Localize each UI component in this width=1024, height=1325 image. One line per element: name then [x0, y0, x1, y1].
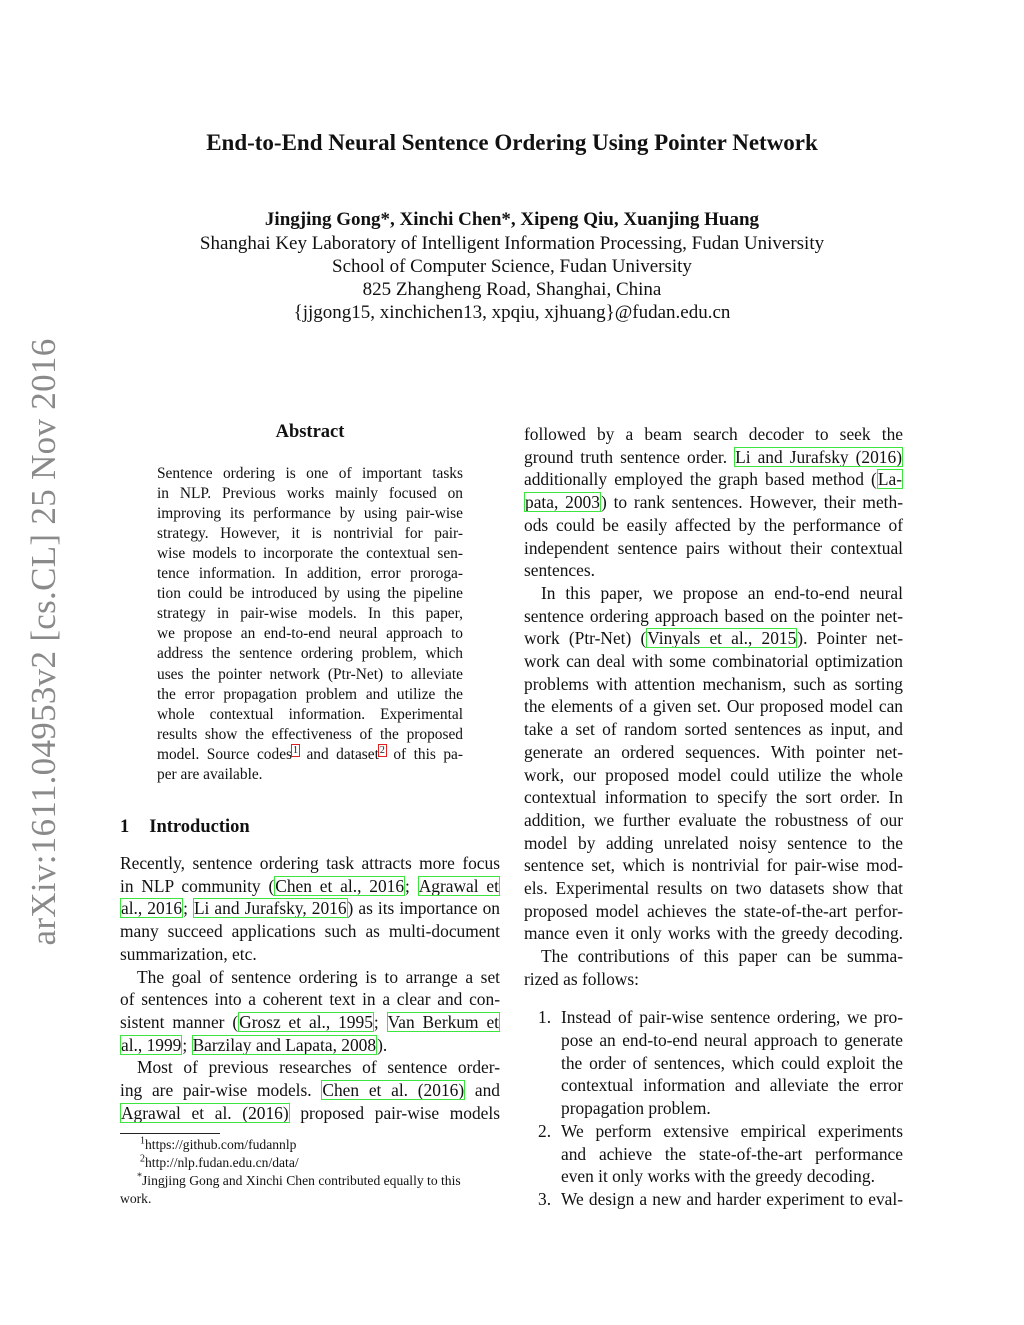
text-run: contextual information to specify the sort order. In: [524, 787, 903, 808]
text-line: [157, 464, 463, 484]
text-run: the order of sentences, which could exploit the: [561, 1052, 903, 1073]
text-run: addition, we further evaluate the robustness of our: [524, 809, 903, 830]
citation-link[interactable]: Agrawal et al. (2016): [121, 1102, 289, 1123]
citation-link[interactable]: Van Berkum et: [387, 1011, 499, 1032]
text-line: [137, 1056, 500, 1078]
text-line: [541, 582, 903, 604]
text-line: [157, 705, 463, 725]
text-line: [561, 1052, 903, 1074]
text-run: ods could be easily affected by the performance of: [524, 514, 903, 535]
text-run: followed by a beam search decoder to seek the: [524, 424, 903, 444]
text-run: sentences.: [524, 560, 595, 581]
text-line: [524, 718, 903, 740]
text-run: even it only works with the greedy decoding.: [561, 1166, 875, 1187]
section-title: Introduction: [149, 817, 250, 837]
text-line: [524, 900, 903, 922]
citation-link[interactable]: Li and Jurafsky, 2016: [193, 898, 347, 919]
text-run: improving its performance by using pair-wise: [157, 505, 463, 523]
list-number: 2.: [538, 1120, 552, 1141]
text-line: [120, 1079, 500, 1101]
affiliation-line: Shanghai Key Laboratory of Intelligent Information Processing, Fudan University: [199, 233, 825, 254]
text-line: [561, 1165, 903, 1187]
affiliation-line: 825 Zhangheng Road, Shanghai, China: [362, 279, 662, 300]
text-line: [524, 741, 903, 763]
text-run: ing are pair-wise models.: [120, 1080, 322, 1100]
text-line: [137, 966, 500, 988]
citation-link[interactable]: La-: [877, 469, 902, 490]
text-line: [524, 468, 903, 490]
text-run: results show the effectiveness of the proposed: [157, 725, 463, 743]
text-line: [120, 1034, 500, 1056]
citation-link[interactable]: al., 2016: [121, 898, 183, 919]
text-run: We design a new and harder experiment to eval-: [561, 1189, 903, 1209]
text-line: [157, 725, 463, 745]
email-line: {jjgong15, xinchichen13, xpqiu, xjhuang}@fudan.edu.cn: [293, 302, 731, 323]
text-run: els. Experimental results on two datasets show that: [524, 878, 903, 898]
citation-link[interactable]: Chen et al., 2016: [275, 875, 405, 896]
text-line: [157, 604, 463, 624]
text-run: The goal of sentence ordering is to arrange a set: [137, 966, 500, 987]
text-line: [120, 875, 500, 897]
text-run: strategy. However, it is nontrivial for pair-: [157, 525, 463, 543]
text-run: the error propagation problem and utilize the: [157, 685, 463, 703]
text-run: mance even it only works with the greedy decoding.: [524, 923, 903, 944]
text-line: [561, 1188, 903, 1210]
section-number: 1: [120, 817, 130, 837]
citation-link[interactable]: Li and Jurafsky (2016): [735, 446, 902, 467]
abstract-heading: Abstract: [275, 422, 345, 442]
text-run: Instead of pair-wise sentence ordering, we pro-: [561, 1007, 903, 1027]
text-run: per are available.: [157, 765, 263, 783]
text-line: [561, 1029, 903, 1051]
footnote-mark: *: [137, 1171, 142, 1183]
text-line: [524, 514, 903, 536]
text-run: contextual information and alleviate the error: [561, 1075, 903, 1096]
text-run: address the sentence ordering problem, which: [157, 645, 463, 663]
text-line: [524, 854, 903, 876]
text-run: ;: [373, 1011, 387, 1032]
text-run: take a set of random sorted sentences as input, and: [524, 719, 903, 740]
footnote-link[interactable]: 2: [379, 744, 385, 756]
text-run: strategy in pair-wise models. In this paper,: [157, 605, 463, 623]
citation-link[interactable]: Agrawal et: [418, 875, 499, 896]
text-run: ).: [377, 1034, 388, 1055]
text-line: [120, 920, 500, 942]
text-line: [524, 423, 903, 445]
text-line: [524, 627, 903, 649]
footnote-text[interactable]: http://nlp.fudan.edu.cn/data/: [145, 1155, 299, 1170]
text-line: [561, 1006, 903, 1028]
text-run: additionally employed the graph based method (: [524, 469, 877, 490]
text-line: [120, 897, 500, 919]
footnote: [137, 1173, 461, 1189]
text-run: we propose an end-to-end neural approach to: [157, 625, 463, 643]
text-run: of sentences into a coherent text in a clear and con-: [120, 989, 500, 1010]
text-line: [524, 877, 903, 899]
text-line: [157, 685, 463, 705]
text-run: ). Pointer net-: [797, 628, 903, 649]
footnote-mark: 2: [140, 1153, 145, 1165]
text-run: uses the pointer network (Ptr-Net) to alleviate: [157, 665, 463, 683]
text-line: [524, 605, 903, 627]
arxiv-stamp: arXiv:1611.04953v2 [cs.CL] 25 Nov 2016: [24, 338, 63, 946]
text-run: work can deal with some combinatorial optimization: [524, 651, 903, 671]
text-run: tion could be introduced by using the pipeline: [157, 585, 463, 603]
citation-link[interactable]: Barzilay and Lapata, 2008: [192, 1034, 377, 1055]
text-run: in NLP. Previous works mainly focused on: [157, 485, 463, 503]
text-run: work, our proposed model could utilize the whole: [524, 764, 903, 785]
text-run: of this pa-: [385, 745, 463, 763]
text-line: [157, 644, 463, 664]
text-line: [157, 564, 463, 584]
text-run: work (Ptr-Net) (: [524, 628, 647, 649]
text-run: sentence ordering approach based on the pointer net-: [524, 605, 903, 626]
text-line: [561, 1143, 903, 1165]
footnote-link[interactable]: 1: [293, 744, 299, 756]
text-run: In this paper, we propose an end-to-end neural: [541, 582, 903, 603]
text-line: [120, 1102, 500, 1124]
footnote: [120, 1191, 151, 1207]
citation-link[interactable]: Grosz et al., 1995: [239, 1011, 373, 1032]
text-line: [561, 1097, 903, 1119]
citation-link[interactable]: pata, 2003: [525, 492, 600, 513]
text-line: [157, 665, 463, 685]
paper-title: End-to-End Neural Sentence Ordering Using Pointer Network: [206, 130, 818, 155]
text-line: [524, 650, 903, 672]
footnote-text: Jingjing Gong and Xinchi Chen contributed equally to this: [142, 1173, 461, 1188]
text-run: Sentence ordering is one of important tasks: [157, 465, 463, 482]
text-run: tence information. In addition, error proroga-: [157, 565, 463, 583]
text-run: summarization, etc.: [120, 943, 257, 964]
footnote: [140, 1155, 299, 1171]
text-run: model. Source codes: [157, 745, 293, 763]
affiliation-line: School of Computer Science, Fudan University: [332, 256, 692, 277]
text-run: sistent manner (: [120, 1011, 239, 1032]
text-run: problems with attention mechanism, such as sorting: [524, 673, 903, 694]
text-line: [524, 559, 903, 581]
text-run: Recently, sentence ordering task attracts more focus: [120, 853, 500, 873]
text-run: generate an ordered sequences. With pointer net-: [524, 741, 903, 762]
text-line: [157, 544, 463, 564]
list-number: 3.: [538, 1189, 552, 1209]
text-line: [157, 524, 463, 544]
text-line: [541, 945, 903, 967]
text-line: [524, 809, 903, 831]
text-line: [120, 943, 500, 965]
text-run: ) as its importance on: [347, 898, 500, 919]
text-run: rized as follows:: [524, 968, 639, 989]
text-line: [561, 1074, 903, 1096]
text-run: many succeed applications such as multi-document: [120, 921, 500, 942]
text-run: in NLP community (: [120, 875, 275, 896]
list-number: 1.: [538, 1007, 552, 1027]
text-run: model by adding unrelated noisy sentence to the: [524, 832, 903, 853]
text-run: ;: [182, 1034, 192, 1055]
text-run: proposed model achieves the state-of-the-art perfor-: [524, 900, 903, 921]
text-run: pose an end-to-end neural approach to generate: [561, 1029, 903, 1050]
text-line: [157, 745, 463, 765]
text-line: [157, 484, 463, 504]
text-line: [120, 852, 500, 874]
text-run: ) to rank sentences. However, their meth-: [600, 492, 903, 513]
text-line: [524, 832, 903, 854]
text-line: [524, 922, 903, 944]
text-line: [524, 968, 903, 990]
text-line: [561, 1120, 903, 1142]
text-line: [157, 504, 463, 524]
footnote-rule: [120, 1133, 220, 1134]
text-run: ground truth sentence order.: [524, 446, 735, 467]
footnote: [140, 1137, 296, 1153]
text-run: independent sentence pairs without their contextual: [524, 537, 903, 558]
footnote-text[interactable]: https://github.com/fudannlp: [145, 1137, 297, 1152]
text-line: [524, 695, 903, 717]
authors: Jingjing Gong*, Xinchi Chen*, Xipeng Qiu, Xuanjing Huang: [264, 209, 760, 230]
text-run: and dataset: [299, 745, 379, 763]
footnote-text: work.: [120, 1191, 152, 1206]
text-run: proposed pair-wise models: [289, 1102, 500, 1123]
citation-link[interactable]: al., 1999: [121, 1034, 182, 1055]
text-line: [157, 624, 463, 644]
citation-link[interactable]: Chen et al. (2016): [322, 1080, 465, 1100]
section-heading: [120, 817, 250, 838]
text-line: [524, 537, 903, 559]
text-line: [524, 446, 903, 468]
text-line: [157, 765, 463, 785]
text-run: ;: [405, 875, 418, 896]
text-run: sentence set, which is nontrivial for pair-wise mod-: [524, 855, 903, 876]
text-line: [524, 673, 903, 695]
text-run: propagation problem.: [561, 1098, 711, 1118]
footnote-mark: 1: [140, 1135, 145, 1147]
text-run: wise models to incorporate the contextual sen-: [157, 545, 463, 563]
text-line: [524, 491, 903, 513]
text-line: [524, 764, 903, 786]
text-run: the elements of a given set. Our proposed model can: [524, 696, 903, 717]
text-run: The contributions of this paper can be summa-: [541, 946, 903, 967]
citation-link[interactable]: Vinyals et al., 2015: [647, 628, 797, 649]
text-run: Most of previous researches of sentence order-: [137, 1057, 500, 1078]
text-run: ;: [183, 898, 193, 919]
text-run: We perform extensive empirical experiments: [561, 1120, 903, 1141]
text-line: [120, 988, 500, 1010]
text-run: whole contextual information. Experimental: [157, 705, 463, 723]
text-line: [120, 1011, 500, 1033]
text-run: and achieve the state-of-the-art performance: [561, 1143, 903, 1164]
text-line: [157, 584, 463, 604]
text-line: [524, 786, 903, 808]
text-run: and: [465, 1080, 500, 1100]
